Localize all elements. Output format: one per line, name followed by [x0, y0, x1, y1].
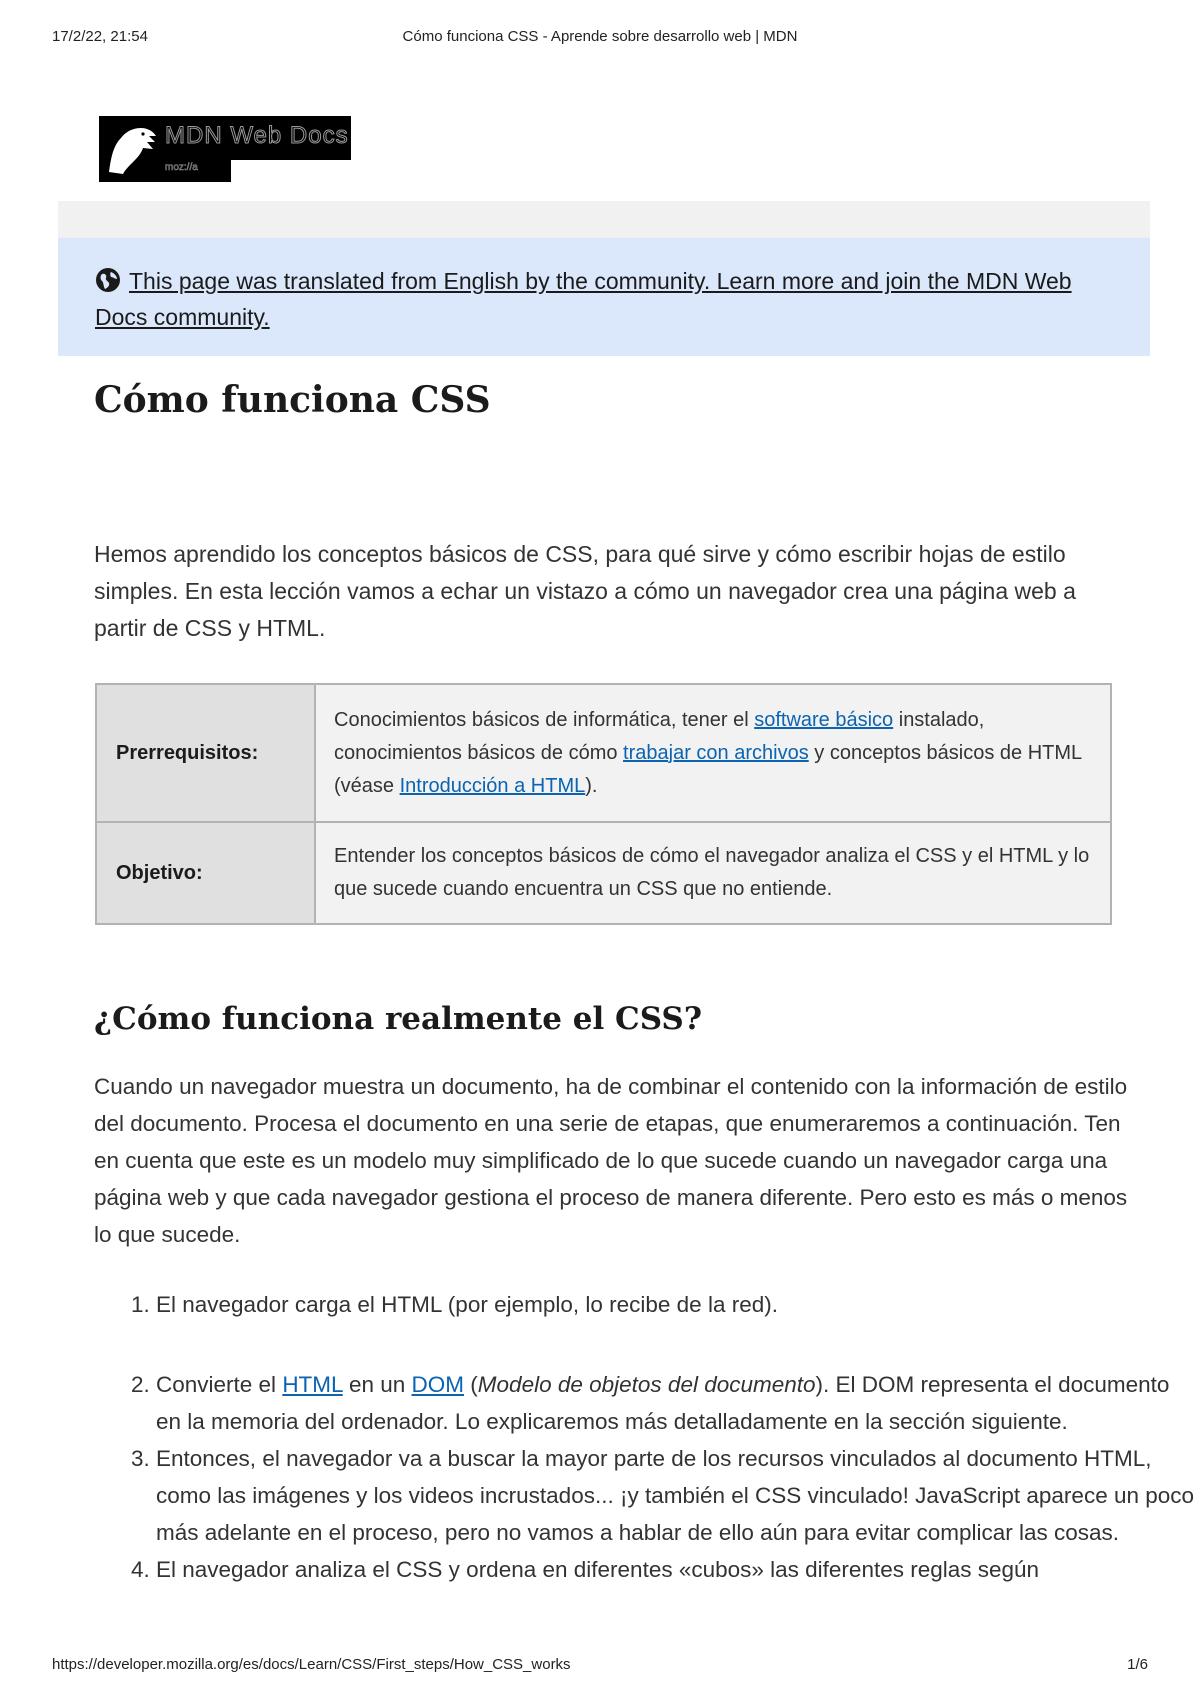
link-dom[interactable]: DOM	[411, 1372, 465, 1397]
prerequisites-label: Prerrequisitos:	[96, 684, 315, 822]
step2-emphasis: Modelo de objetos del documento	[477, 1372, 816, 1397]
section-heading: ¿Cómo funciona realmente el CSS?	[94, 1001, 702, 1037]
step2-text-c: (	[464, 1372, 478, 1397]
link-html[interactable]: HTML	[282, 1372, 343, 1397]
prereq-text-4: ).	[585, 774, 598, 797]
step2-text-b: en un	[342, 1372, 412, 1397]
step2-text-a: Convierte el	[156, 1372, 283, 1397]
intro-paragraph: Hemos aprendido los conceptos básicos de CSS, para qué sirve y cómo escribir hojas de estilo simples. En esta lección vamos a echar un vistazo a cómo un navegador crea una página web a partir de CSS y HTML.	[94, 541, 1076, 641]
print-page-title: Cómo funciona CSS - Aprende sobre desarrollo web | MDN	[402, 28, 798, 45]
globe-icon	[95, 267, 121, 293]
logo-brand-text: MDN Web Docs	[165, 122, 349, 149]
print-date: 17/2/22, 21:54	[52, 28, 148, 45]
print-header	[0, 28, 1200, 52]
logo-mozilla-text: moz://a	[165, 162, 198, 173]
objective-label: Objetivo:	[96, 822, 315, 924]
mdn-logo[interactable]	[99, 116, 351, 182]
prereq-text-2: instalado, conocimientos básicos de cómo	[334, 708, 985, 764]
translation-notice	[58, 238, 1150, 356]
prerequisites-table	[95, 683, 1112, 925]
translation-notice-link[interactable]: This page was translated from English by the community. Learn more and join the MDN Web Docs community.	[95, 268, 1072, 330]
table-row-objective	[96, 822, 1111, 924]
print-url: https://developer.mozilla.org/es/docs/Learn/CSS/First_steps/How_CSS_works	[52, 1656, 571, 1673]
mdn-dinosaur-icon	[103, 122, 161, 176]
objective-value: Entender los conceptos básicos de cómo el navegador analiza el CSS y el HTML y lo que sucede cuando encuentra un CSS que no entiende.	[315, 822, 1111, 924]
link-trabajar-con-archivos[interactable]: trabajar con archivos	[623, 741, 809, 764]
prereq-text-3: y conceptos básicos de HTML (véase	[334, 741, 1082, 797]
print-page-number: 1/6	[1127, 1656, 1148, 1673]
prerequisites-value	[315, 684, 1111, 822]
list-item: 3. Entonces, el navegador va a buscar la mayor parte de los recursos vinculados al documento HTML, como las imágenes y los videos incrustados... ¡y también el CSS vinculado! JavaScript aparece un poco más adelante en el proceso, pero no vamos a hablar de ello aún para evitar complicar las cosas.	[156, 1440, 1196, 1551]
list-item: 1. El navegador carga el HTML (por ejemplo, lo recibe de la red).	[156, 1286, 1196, 1323]
prereq-text-1: Conocimientos básicos de informática, tener el	[334, 708, 755, 731]
section-paragraph: Cuando un navegador muestra un documento, ha de combinar el contenido con la información de estilo del documento. Procesa el documento en una serie de etapas, que enumeraremos a continuación. Ten en cuenta que este es un modelo muy simplificado de lo que sucede cuando un navegador carga una página web y que cada navegador gestiona el proceso de manera diferente. Pero esto es más o menos lo que sucede.	[94, 1074, 1128, 1247]
step2-text-d: ). El DOM representa el documento en la memoria del ordenador. Lo explicaremos más detalladamente en la sección siguiente.	[156, 1372, 1170, 1434]
link-software-basico[interactable]: software básico	[754, 708, 894, 731]
table-row-prerequisites	[96, 684, 1111, 822]
page-title: Cómo funciona CSS	[94, 379, 491, 421]
translation-notice-text	[95, 263, 1105, 335]
link-introduccion-html[interactable]: Introducción a HTML	[399, 774, 586, 797]
steps-list	[94, 1286, 1196, 1588]
header-bar	[58, 201, 1150, 238]
list-item	[156, 1366, 1196, 1440]
list-item: 4. El navegador analiza el CSS y ordena en diferentes «cubos» las diferentes reglas según	[156, 1551, 1196, 1588]
